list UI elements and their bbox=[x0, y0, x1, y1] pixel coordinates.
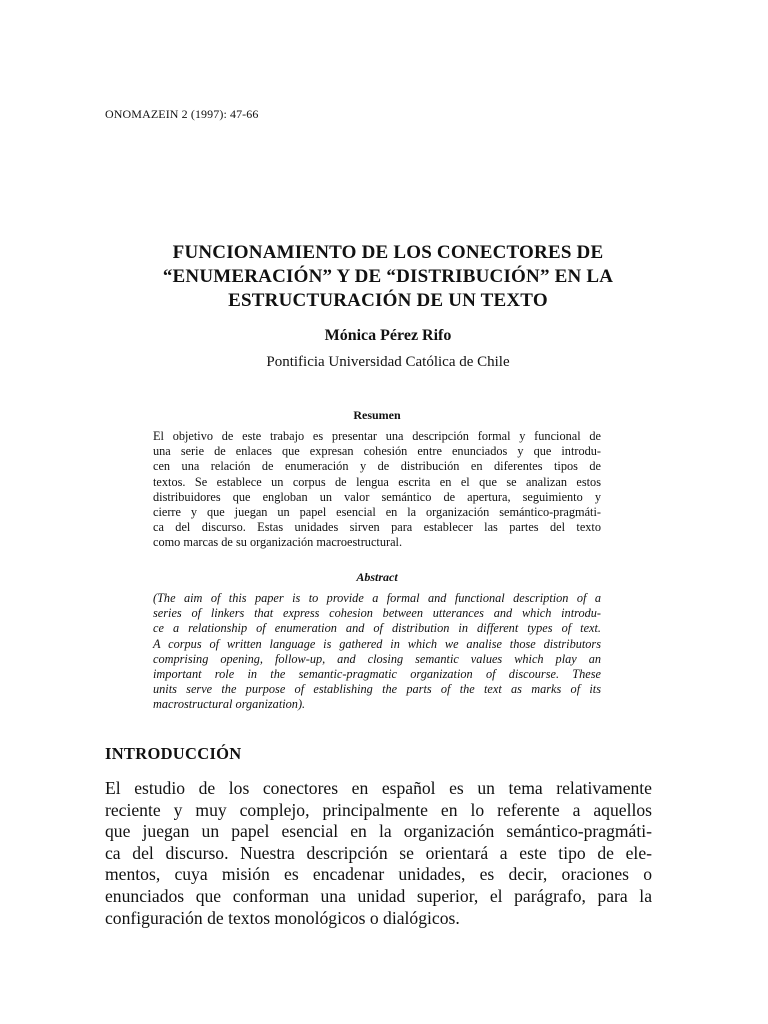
resumen-body bbox=[153, 429, 601, 551]
paper-title bbox=[100, 241, 676, 313]
resumen-line: cen una relación de enumeración y de distribución en diferentes tipos de bbox=[153, 459, 601, 474]
resumen-line: como marcas de su organización macroestructural. bbox=[153, 535, 403, 550]
introduction-line: que juegan un papel esencial en la organización semántico-pragmáti- bbox=[105, 821, 652, 842]
resumen-heading: Resumen bbox=[353, 408, 401, 422]
resumen-line: distribuidores que engloban un valor semántico de apertura, seguimiento y bbox=[153, 489, 601, 504]
resumen-line: una serie de enlaces que expresan cohesión entre enunciados y que introdu- bbox=[153, 444, 601, 459]
introduction-line: ca del discurso. Nuestra descripción se orientará a este tipo de ele- bbox=[105, 842, 652, 863]
introduction-line: reciente y muy complejo, principalmente en lo referente a aquellos bbox=[105, 799, 652, 820]
resumen-line: El objetivo de este trabajo es presentar una descripción formal y funcional de bbox=[153, 429, 601, 443]
introduction-heading: INTRODUCCIÓN bbox=[105, 744, 242, 763]
title-line: “ENUMERACIÓN” Y DE “DISTRIBUCIÓN” EN LA bbox=[162, 266, 614, 287]
abstract-heading: Abstract bbox=[356, 570, 398, 584]
resumen-line: ca del discurso. Estas unidades sirven para establecer las partes del texto bbox=[153, 520, 601, 535]
introduction-line: El estudio de los conectores en español es un tema relativamente bbox=[105, 778, 652, 798]
abstract-line: (The aim of this paper is to provide a formal and functional description of a bbox=[153, 591, 601, 605]
introduction-line: mentos, cuya misión es encadenar unidades, es decir, oraciones o bbox=[105, 864, 652, 885]
abstract-line: units serve the purpose of establishing the parts of the text as marks of its bbox=[153, 682, 601, 697]
abstract-line: important role in the semantic-pragmatic organization of discourse. These bbox=[153, 667, 601, 682]
title-line: FUNCIONAMIENTO DE LOS CONECTORES DE bbox=[172, 242, 604, 263]
author-name: Mónica Pérez Rifo bbox=[324, 327, 452, 344]
resumen-line: textos. Se establece un corpus de lengua escrita en el que se analizan estos bbox=[153, 474, 601, 489]
abstract-line: A corpus of written language is gathered in which we analise those distributors bbox=[153, 636, 601, 651]
abstract-line: series of linkers that express cohesion between utterances and which introdu- bbox=[153, 606, 601, 621]
resumen-line: cierre y que juegan un papel esencial en la organización semántico-pragmáti- bbox=[153, 505, 601, 520]
introduction-line: configuración de textos monológicos o dialógicos. bbox=[105, 907, 460, 928]
abstract-line: comprising opening, follow-up, and closing semantic values which play an bbox=[153, 651, 601, 666]
abstract-line: ce a relationship of enumeration and of distribution in different types of text. bbox=[153, 621, 601, 636]
introduction-body bbox=[105, 778, 652, 929]
author-affiliation: Pontificia Universidad Católica de Chile bbox=[266, 354, 510, 370]
introduction-line: enunciados que conforman una unidad superior, el parágrafo, para la bbox=[105, 885, 652, 906]
title-line: ESTRUCTURACIÓN DE UN TEXTO bbox=[228, 290, 548, 311]
journal-reference: ONOMAZEIN 2 (1997): 47-66 bbox=[105, 107, 259, 121]
abstract-line: macrostructural organization). bbox=[153, 697, 306, 712]
abstract-body bbox=[153, 591, 601, 713]
